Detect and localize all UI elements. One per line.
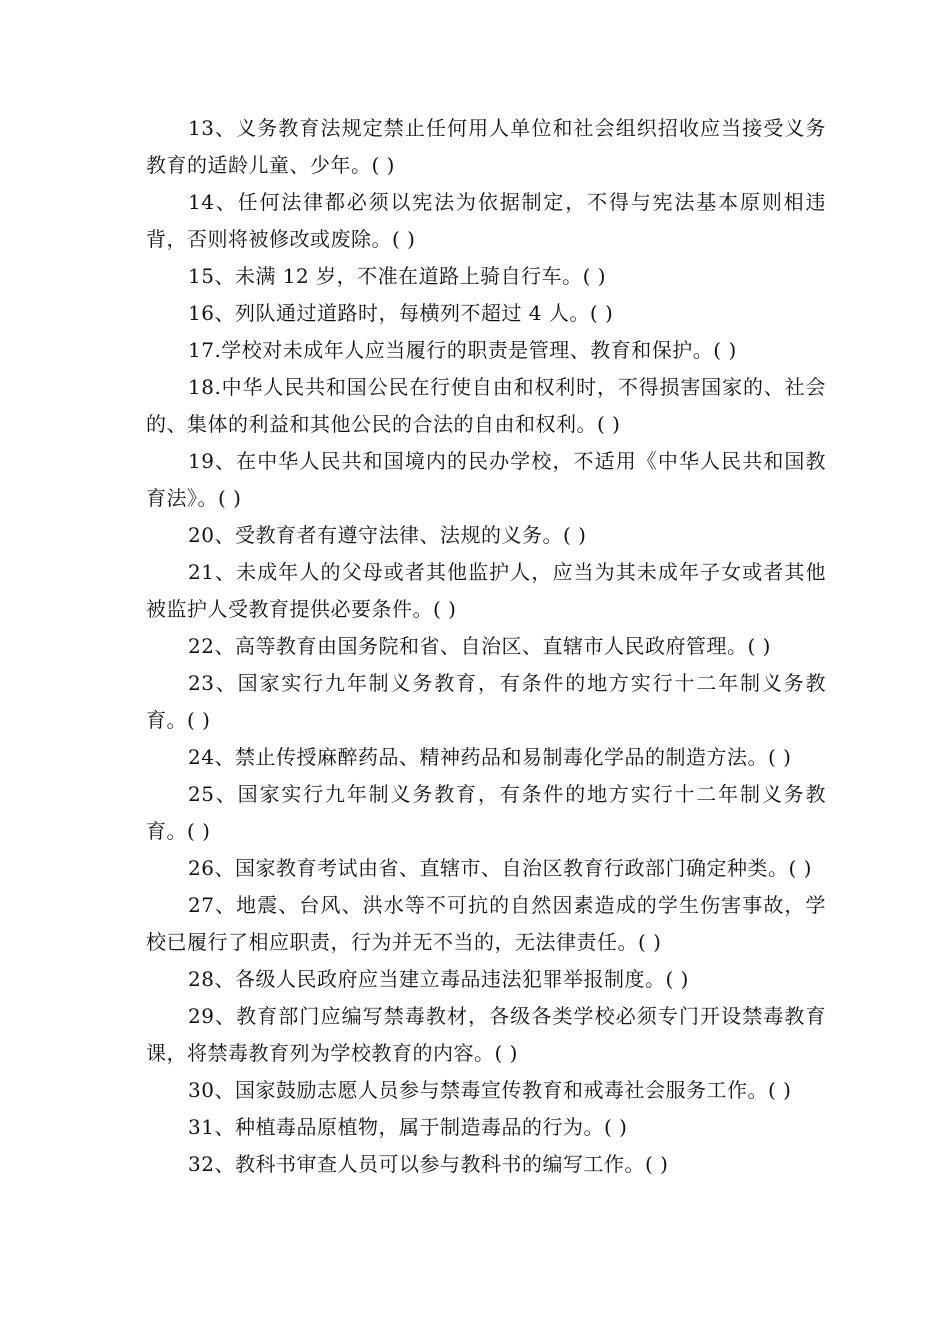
question-17: 17.学校对未成年人应当履行的职责是管理、教育和保护。( ) bbox=[188, 338, 737, 362]
question-28: 28、各级人民政府应当建立毒品违法犯罪举报制度。( ) bbox=[188, 967, 689, 991]
question-25: 25、国家实行九年制义务教育，有条件的地方实行十二年制义务教育。( ) bbox=[146, 782, 826, 843]
question-15: 15、未满 12 岁，不准在道路上骑自行车。( ) bbox=[188, 264, 607, 288]
question-13: 13、义务教育法规定禁止任何用人单位和社会组织招收应当接受义务教育的适龄儿童、少年。( ) bbox=[146, 116, 826, 177]
question-26: 26、国家教育考试由省、直辖市、自治区教育行政部门确定种类。( ) bbox=[188, 856, 812, 880]
question-14: 14、任何法律都必须以宪法为依据制定，不得与宪法基本原则相违背，否则将被修改或废除。( ) bbox=[146, 190, 826, 251]
question-29: 29、教育部门应编写禁毒教材，各级各类学校必须专门开设禁毒教育课，将禁毒教育列为学校教育的内容。( ) bbox=[146, 1004, 826, 1065]
question-21: 21、未成年人的父母或者其他监护人，应当为其未成年子女或者其他被监护人受教育提供必要条件。( ) bbox=[146, 560, 826, 621]
question-31: 31、种植毒品原植物，属于制造毒品的行为。( ) bbox=[188, 1115, 628, 1139]
question-18: 18.中华人民共和国公民在行使自由和权利时，不得损害国家的、社会的、集体的利益和其他公民的合法的自由和权利。( ) bbox=[146, 375, 826, 436]
question-32: 32、教科书审查人员可以参与教科书的编写工作。( ) bbox=[188, 1152, 669, 1176]
question-30: 30、国家鼓励志愿人员参与禁毒宣传教育和戒毒社会服务工作。( ) bbox=[188, 1078, 792, 1102]
question-20: 20、受教育者有遵守法律、法规的义务。( ) bbox=[188, 523, 587, 547]
question-27: 27、地震、台风、洪水等不可抗的自然因素造成的学生伤害事故，学校已履行了相应职责，行为并无不当的，无法律责任。( ) bbox=[146, 893, 826, 954]
question-19: 19、在中华人民共和国境内的民办学校，不适用《中华人民共和国教育法》。( ) bbox=[146, 449, 826, 510]
question-23: 23、国家实行九年制义务教育，有条件的地方实行十二年制义务教育。( ) bbox=[146, 671, 826, 732]
question-24: 24、禁止传授麻醉药品、精神药品和易制毒化学品的制造方法。( ) bbox=[188, 745, 792, 769]
question-22: 22、高等教育由国务院和省、自治区、直辖市人民政府管理。( ) bbox=[188, 634, 771, 658]
question-list bbox=[146, 110, 826, 1183]
question-16: 16、列队通过道路时，每横列不超过 4 人。( ) bbox=[188, 301, 614, 325]
